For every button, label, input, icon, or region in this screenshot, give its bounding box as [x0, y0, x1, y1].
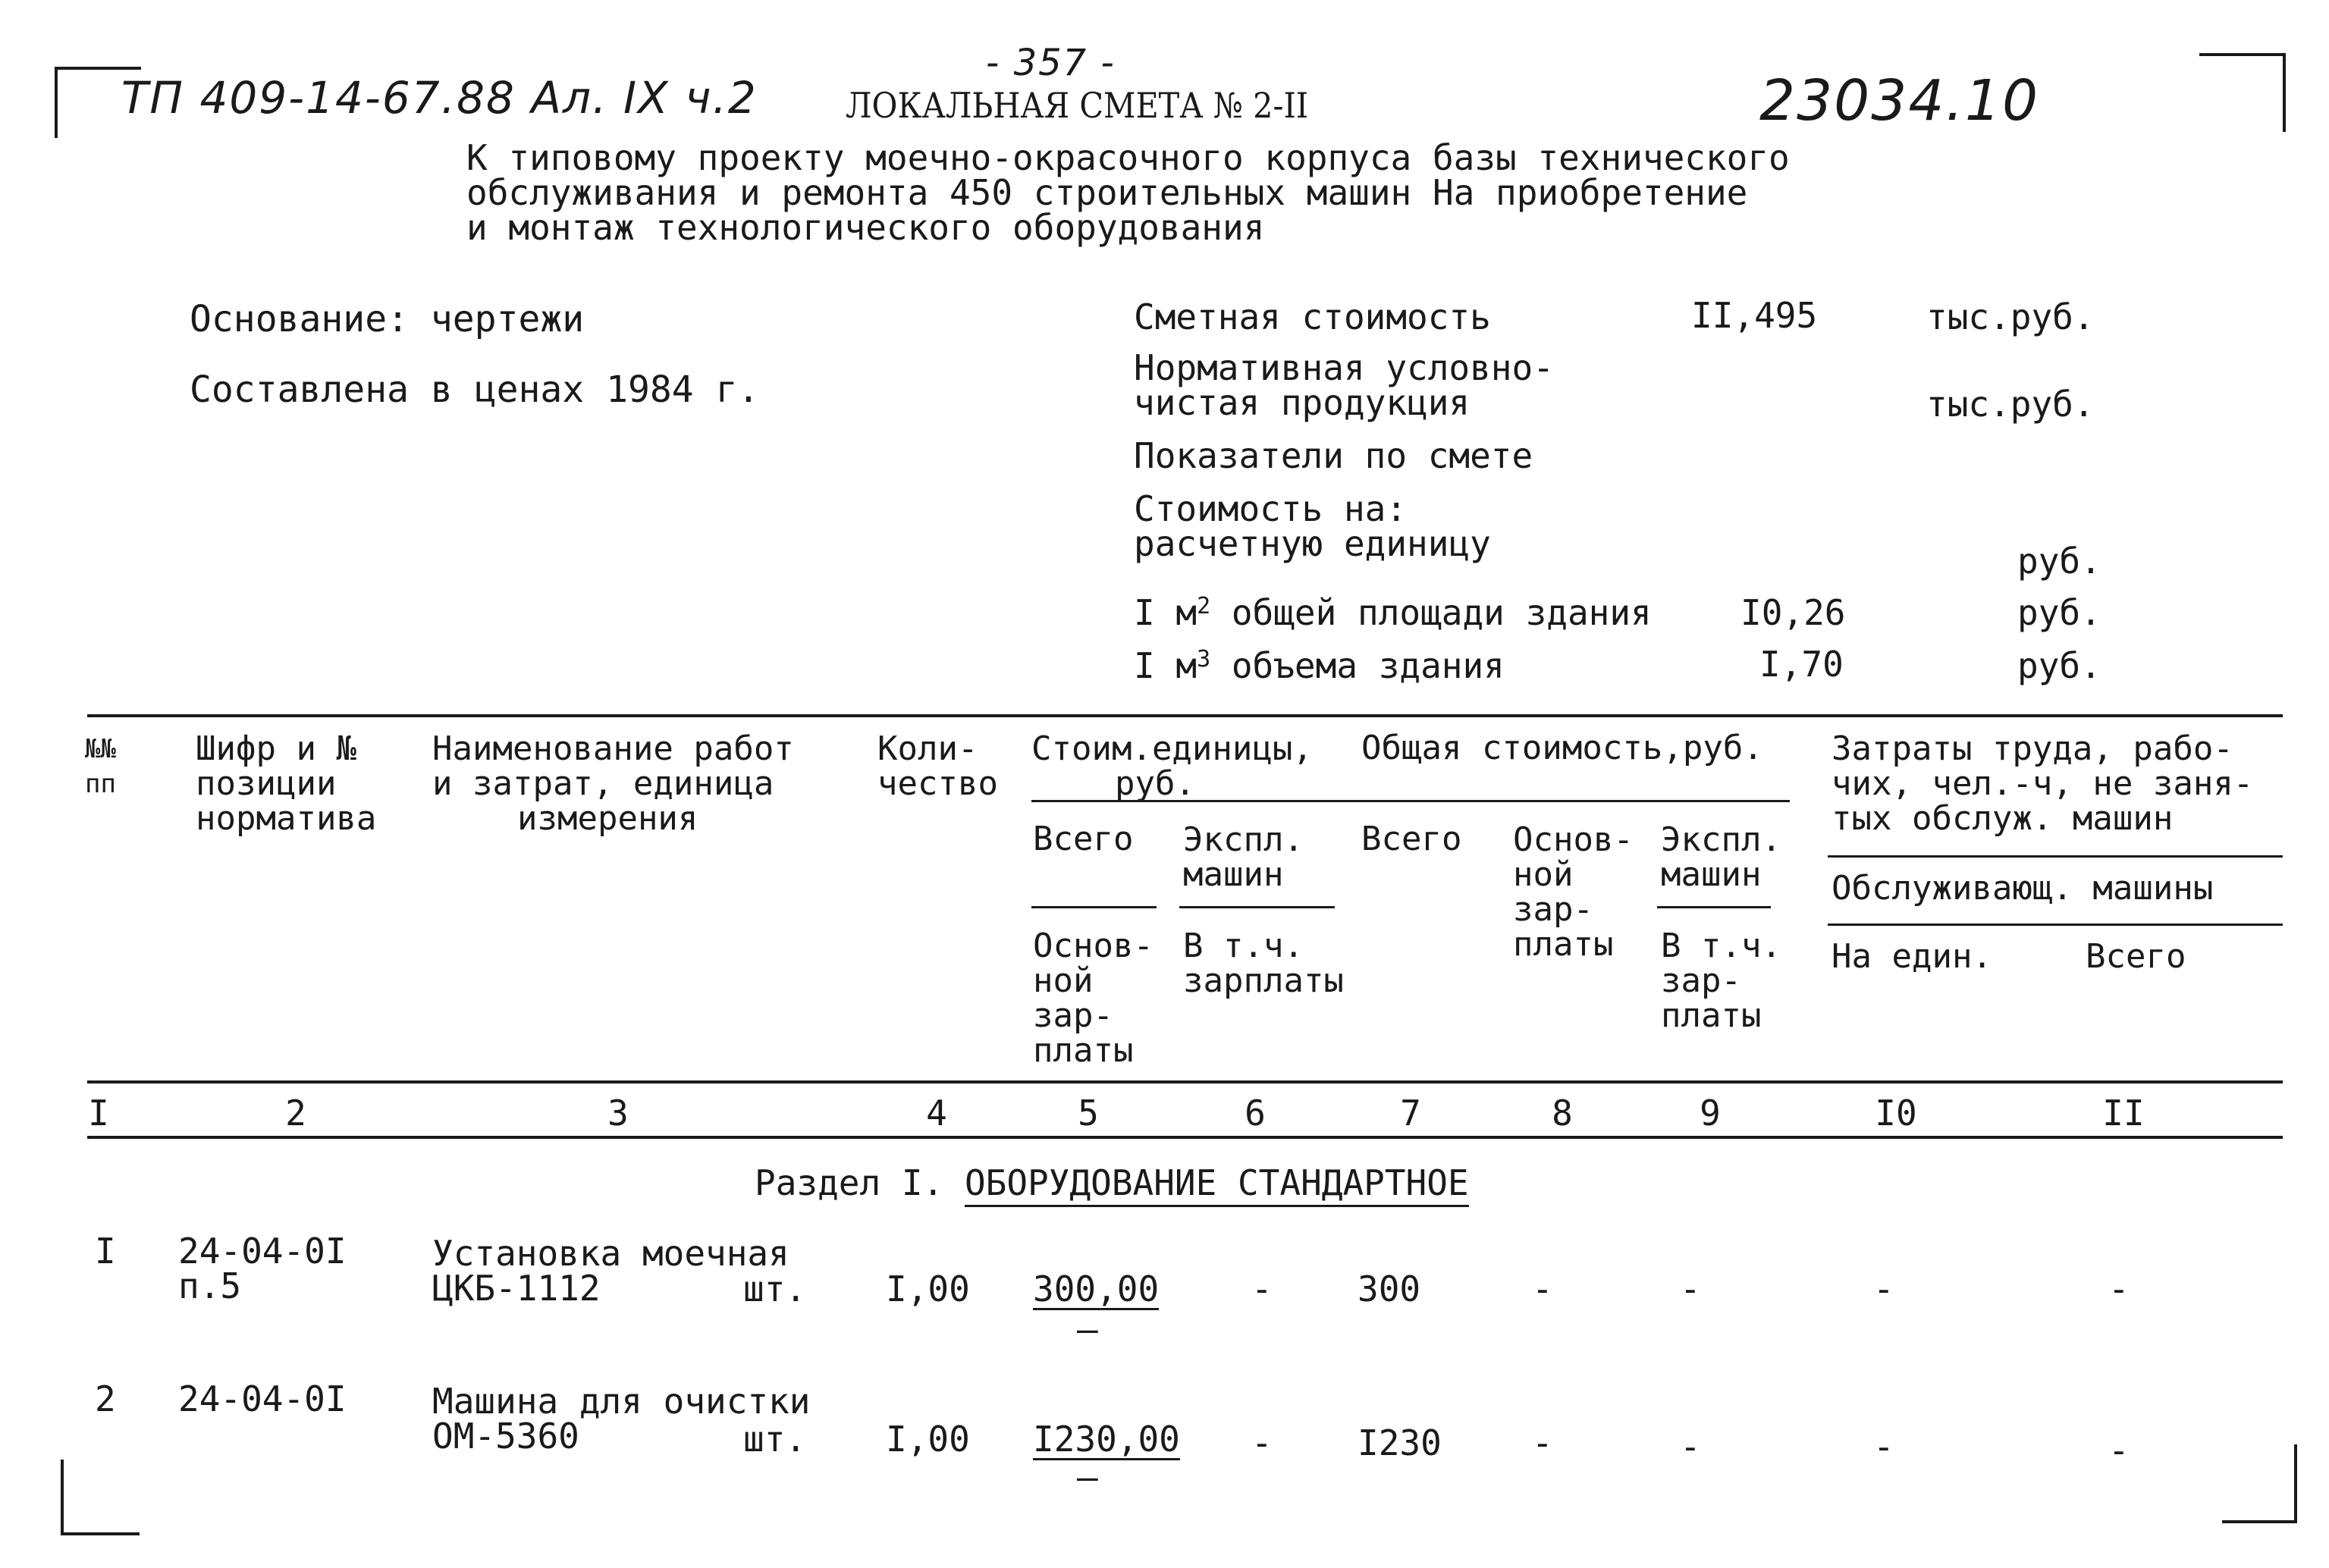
row-code-line: п.5 [178, 1265, 242, 1306]
subtitle-line: К типовому проекту моечно-окрасочного корпуса базы технического [466, 137, 1790, 178]
column-number: 5 [1078, 1093, 1099, 1134]
header-line: чих, чел.-ч, не заня- [1831, 764, 2254, 803]
row-labor-per-unit: - [1873, 1426, 1894, 1467]
volume-label [1134, 645, 1505, 686]
column-number: 3 [607, 1093, 629, 1134]
cost-per-line: Стоимость на: [1134, 488, 1408, 529]
frame-corner-top-right [2199, 53, 2286, 132]
indicators-label: Показатели по смете [1134, 435, 1533, 476]
header-line: и затрат, единица [432, 764, 774, 803]
cost-value: II,495 [1691, 295, 1818, 336]
row-num: 2 [95, 1378, 116, 1419]
header-line: В т.ч. [1661, 927, 1781, 965]
row-unit: шт. [743, 1269, 807, 1309]
row-qty: I,00 [886, 1419, 970, 1460]
header-unit-total: Всего [1033, 820, 1134, 858]
area-unit: руб. [2017, 592, 2101, 633]
header-line: чество [877, 764, 998, 803]
header-line: Стоим.единицы, [1031, 729, 1313, 768]
header-line: платы [1513, 925, 1614, 964]
header-labor-group [1831, 729, 2254, 838]
header-line: машин [1661, 855, 1762, 894]
header-unit-incl-wage [1183, 929, 1344, 999]
cost-per-unit: руб. [2017, 541, 2101, 582]
doc-title: ЛОКАЛЬНАЯ СМЕТА № 2-II [846, 85, 1309, 126]
header-line: ной [1513, 855, 1574, 894]
row-unit-wage-dash: – [1077, 1457, 1098, 1497]
row-total-machines: - [1680, 1426, 1701, 1467]
row-unit-wage-dash: – [1077, 1309, 1098, 1350]
labor-group-rule [1828, 855, 2283, 858]
header-line: Наименование работ [432, 729, 794, 768]
volume-label-pre: I м [1134, 645, 1197, 686]
header-total-base-wage [1513, 820, 1634, 964]
row-total-machines: - [1680, 1269, 1701, 1309]
section-prefix: Раздел I. [755, 1162, 965, 1203]
area-value: I0,26 [1740, 592, 1846, 633]
header-total-incl-wage [1661, 929, 1781, 1033]
volume-unit: руб. [2017, 645, 2101, 686]
header-line: Основ- [1513, 820, 1634, 859]
header-line: платы [1661, 996, 1762, 1035]
table-top-rule [87, 714, 2283, 717]
header-col-qty [877, 729, 998, 803]
header-col-name [432, 729, 794, 838]
row-unit-machines: - [1251, 1269, 1273, 1309]
header-line: машин [1183, 855, 1284, 894]
subtitle-line: и монтаж технологического оборудования [466, 207, 1265, 248]
table-header-bottom-rule [87, 1080, 2283, 1083]
row-unit-machines: - [1251, 1422, 1273, 1463]
header-line: позиции [196, 764, 337, 803]
cost-per-line: расчетную единицу [1134, 523, 1491, 564]
project-code: ТП 409-14-67.88 Ал. IX ч.2 [121, 72, 758, 124]
header-col-num [85, 732, 116, 801]
header-line: Шифр и № [196, 729, 356, 768]
subtitle-line: обслуживания и ремонта 450 строительных машин На приобретение [466, 172, 1748, 213]
row-total-base-wage: - [1532, 1422, 1553, 1463]
section-name: ОБОРУДОВАНИЕ СТАНДАРТНОЕ [965, 1162, 1469, 1207]
header-line: измерения [517, 799, 698, 838]
area-label-post: общей площади здания [1210, 592, 1652, 633]
header-line: норматива [196, 799, 377, 838]
labor-service-rule [1828, 924, 2283, 926]
header-line: ной [1033, 961, 1094, 1000]
row-unit: шт. [743, 1419, 807, 1460]
column-number: 4 [926, 1093, 947, 1134]
column-number: 2 [285, 1093, 306, 1134]
column-number: 7 [1400, 1093, 1421, 1134]
column-number: II [2102, 1093, 2145, 1134]
frame-corner-bottom-left [61, 1460, 140, 1535]
header-line: зарплаты [1183, 961, 1344, 1000]
header-line: зар- [1513, 890, 1593, 929]
section-title [755, 1162, 1469, 1203]
header-line: Затраты труда, рабо- [1831, 729, 2233, 768]
header-labor-service: Обслуживающ. машины [1831, 869, 2214, 908]
row-code [178, 1378, 347, 1419]
row-labor-total: - [2108, 1430, 2130, 1471]
row-code-line: 24-04-0I [178, 1378, 347, 1419]
row-name [432, 1233, 789, 1309]
column-number: 6 [1245, 1093, 1266, 1134]
header-line: Экспл. [1661, 820, 1781, 859]
unit-total-rule [1031, 906, 1157, 908]
header-unit-cost-group [1031, 729, 1313, 803]
header-unit-base-wage [1033, 929, 1154, 1068]
cost-unit: тыс.руб. [1926, 296, 2095, 337]
row-code-line: 24-04-0I [178, 1231, 347, 1272]
column-number: 9 [1700, 1093, 1721, 1134]
norm-unit: тыс.руб. [1926, 384, 2095, 425]
volume-label-post: объема здания [1210, 645, 1505, 686]
row-total: 300 [1358, 1269, 1421, 1309]
volume-value: I,70 [1759, 644, 1844, 685]
basis-text: Основание: чертежи [190, 298, 585, 340]
header-unit-machines [1183, 820, 1304, 894]
header-line: зар- [1661, 961, 1741, 1000]
norm-label-line: Нормативная условно- [1134, 347, 1554, 388]
header-total-total: Всего [1361, 820, 1462, 858]
header-line: тых обслуж. машин [1831, 799, 2174, 838]
subtitle [466, 137, 1790, 248]
row-qty: I,00 [886, 1269, 970, 1309]
area-sup: 2 [1197, 593, 1211, 619]
row-num: I [95, 1231, 116, 1272]
header-labor-per-unit: На един. [1831, 937, 1992, 976]
row-code [178, 1231, 347, 1306]
column-number: I0 [1875, 1093, 1917, 1134]
column-numbers-bottom-rule [87, 1136, 2283, 1139]
page-number: - 357 - [986, 42, 1116, 84]
prices-text: Составлена в ценах 1984 г. [190, 368, 760, 411]
header-line: зар- [1033, 996, 1113, 1035]
header-col-code [196, 729, 377, 838]
row-unit-price: 300,00 [1033, 1269, 1160, 1309]
volume-sup: 3 [1197, 646, 1211, 673]
row-name-line: Машина для очистки [432, 1381, 811, 1422]
header-line: Коли- [877, 729, 978, 768]
header-line: Основ- [1033, 927, 1154, 965]
header-total-cost-group: Общая стоимость,руб. [1361, 729, 1763, 767]
header-line: пп [85, 769, 116, 799]
archive-number: 23034.10 [1759, 68, 2040, 133]
frame-corner-bottom-right [2222, 1444, 2297, 1523]
header-line: №№ [85, 734, 116, 764]
row-unit-price: I230,00 [1033, 1419, 1180, 1460]
norm-label-line: чистая продукция [1134, 382, 1471, 423]
header-line: Экспл. [1183, 820, 1304, 859]
area-label-pre: I м [1134, 592, 1197, 633]
row-labor-per-unit: - [1873, 1269, 1894, 1309]
column-number: 8 [1552, 1093, 1573, 1134]
row-total: I230 [1358, 1422, 1442, 1463]
header-total-machines [1661, 820, 1781, 894]
row-total-base-wage: - [1532, 1269, 1553, 1309]
area-label [1134, 592, 1652, 633]
row-labor-total: - [2108, 1269, 2130, 1309]
header-labor-total: Всего [2086, 937, 2186, 976]
row-name-line: Установка моечная [432, 1233, 789, 1274]
row-name-line: ЦКБ-1112 [432, 1268, 601, 1309]
unit-machines-rule [1179, 906, 1335, 908]
header-line: руб. [1115, 764, 1195, 803]
cost-per-label [1134, 488, 1491, 564]
norm-label [1134, 347, 1554, 423]
column-number: I [88, 1093, 109, 1134]
header-line: В т.ч. [1183, 927, 1304, 965]
total-machines-rule [1657, 906, 1771, 908]
cost-label: Сметная стоимость [1134, 296, 1491, 337]
header-line: платы [1033, 1031, 1134, 1070]
row-name-line: ОМ-5360 [432, 1416, 579, 1457]
